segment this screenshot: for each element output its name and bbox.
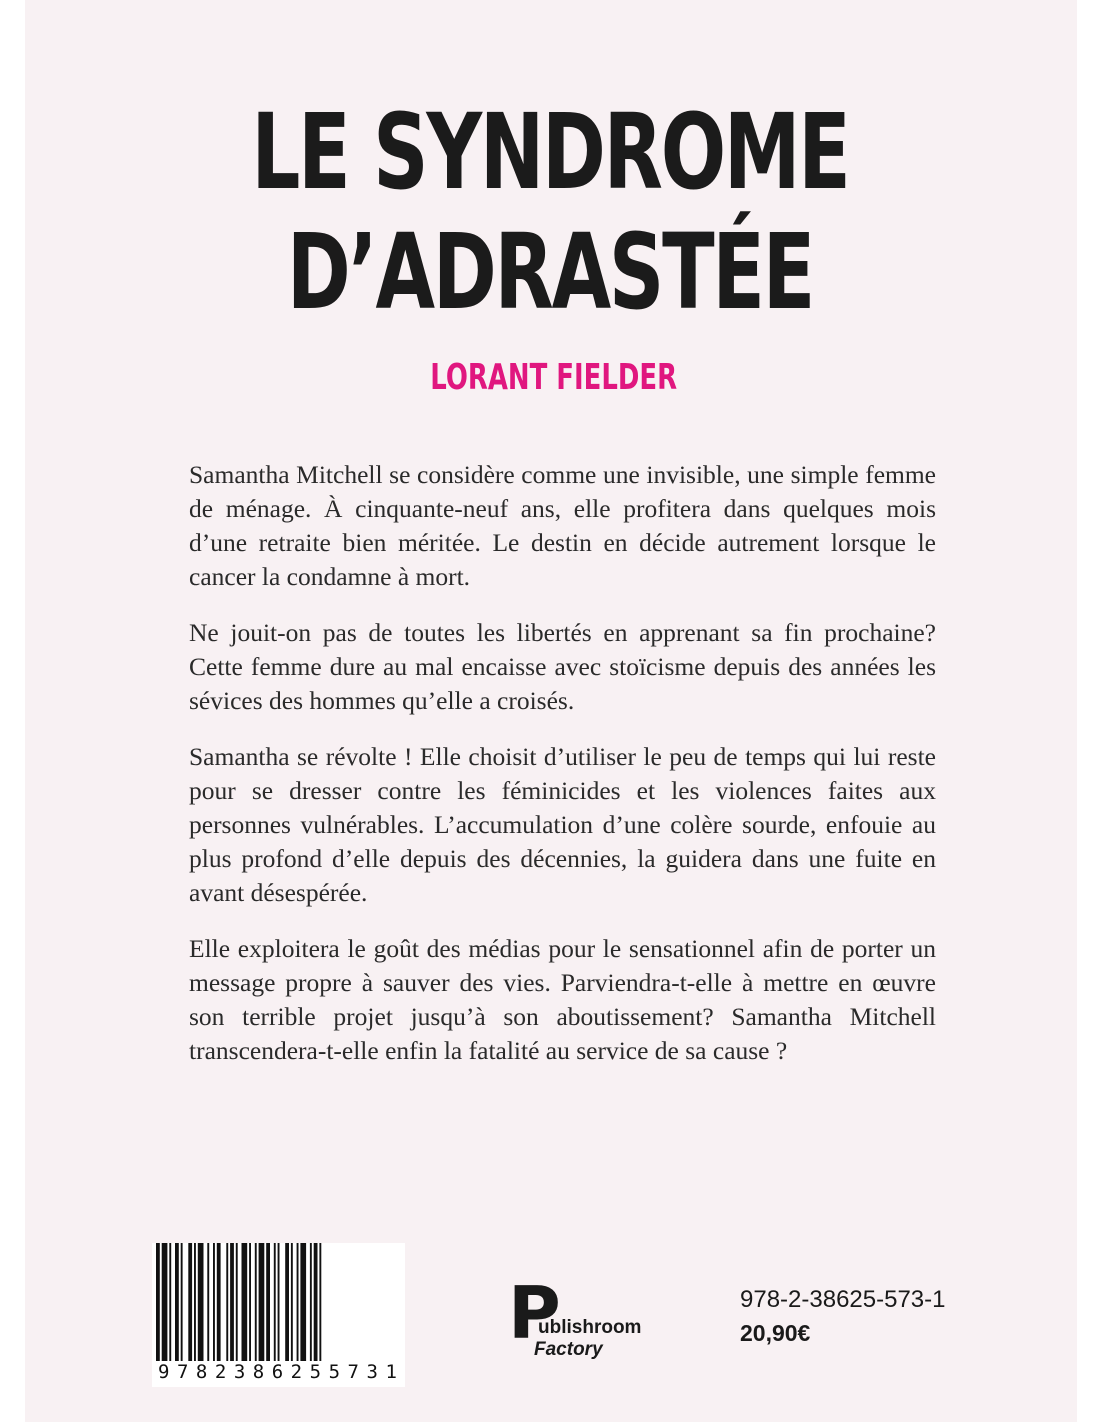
blurb-paragraph: Samantha se révolte ! Elle choisit d’utiliser le peu de temps qui lui reste pour se dresser contre les féminicides et les violences faites aux personnes vulnérables. L’accumulation d’une colère sourde, enfouie au plus profond d’elle depuis des décennies, la guidera dans une fuite en avant désespérée. [189, 742, 936, 907]
price: 20,90€ [740, 1320, 811, 1346]
barcode-bar [314, 1243, 318, 1361]
publisher-logo [508, 1271, 668, 1387]
barcode-digit: 5 [309, 1361, 324, 1383]
barcode-bar [236, 1243, 238, 1361]
barcode-bar [291, 1243, 293, 1361]
barcode-bar [175, 1243, 179, 1361]
barcode-bar [217, 1243, 221, 1361]
barcode [152, 1243, 405, 1387]
publisher-logo-initial: P [508, 1271, 561, 1355]
barcode-bar [194, 1243, 196, 1361]
barcode-digit: 5 [328, 1361, 343, 1383]
barcode-digit: 7 [176, 1361, 191, 1383]
barcode-bar [310, 1243, 312, 1361]
barcode-bar [319, 1243, 321, 1361]
barcode-bar [255, 1243, 257, 1361]
barcode-bar [207, 1243, 209, 1361]
book-title-line-2: D’ADRASTÉE [286, 211, 814, 333]
barcode-digit: 2 [290, 1361, 305, 1383]
barcode-bar [285, 1243, 289, 1361]
barcode-digit: 1 [385, 1361, 399, 1383]
barcode-bar [198, 1243, 204, 1361]
barcode-digit: 6 [271, 1361, 286, 1383]
barcode-bar [162, 1243, 168, 1361]
blurb [189, 458, 936, 1090]
barcode-digit: 9 [158, 1361, 172, 1383]
barcode-bar [169, 1243, 171, 1361]
blurb-paragraph: Samantha Mitchell se considère comme une invisible, une simple femme de ménage. À cinquante-neuf ans, elle profitera dans quelques mois d’une retraite bien méritée. Le destin en décide autrement lorsque le cancer la condamne à mort. [189, 460, 936, 591]
author-name: LORANT FIELDER [430, 357, 678, 398]
barcode-bar [259, 1243, 265, 1361]
barcode-bar [156, 1243, 160, 1361]
barcode-digit: 3 [233, 1361, 248, 1383]
barcode-digit: 8 [195, 1361, 210, 1383]
barcode-bar [242, 1243, 248, 1361]
barcode-bar [249, 1243, 251, 1361]
publisher-logo-factory: Factory [534, 1339, 603, 1360]
publisher-logo-name: ublishroom [538, 1317, 642, 1338]
blurb-paragraph: Elle exploitera le goût des médias pour le sensationnel afin de porter un message propre à sauver des vies. Parviendra-t-elle à mettre en œuvre son terrible projet jusqu’à son aboutissement? Samantha Mitchell transcendera-t-elle enfin la fatalité au service de sa cause ? [189, 934, 936, 1065]
barcode-bar [181, 1243, 183, 1361]
barcode-bar [188, 1243, 192, 1361]
barcode-bar [300, 1243, 306, 1361]
barcode-bar [266, 1243, 270, 1361]
barcode-digit: 3 [366, 1361, 380, 1383]
barcode-digit: 8 [252, 1361, 267, 1383]
barcode-bar [226, 1243, 228, 1361]
barcode-bar [213, 1243, 215, 1361]
blurb-paragraph: Ne jouit-on pas de toutes les libertés en apprenant sa fin prochaine? Cette femme dure au mal encaisse avec stoïcisme depuis des années les sévices des hommes qu’elle a croisés. [189, 618, 936, 715]
book-title-line-1: LE SYNDROME [251, 91, 849, 213]
barcode-bar [274, 1243, 276, 1361]
barcode-bar [230, 1243, 234, 1361]
isbn: 978-2-38625-573-1 [740, 1286, 946, 1313]
barcode-bars [152, 1243, 405, 1361]
barcode-digit: 2 [214, 1361, 229, 1383]
barcode-bar [278, 1243, 280, 1361]
barcode-digit: 7 [347, 1361, 361, 1383]
barcode-digits [152, 1361, 405, 1387]
barcode-bar [297, 1243, 299, 1361]
